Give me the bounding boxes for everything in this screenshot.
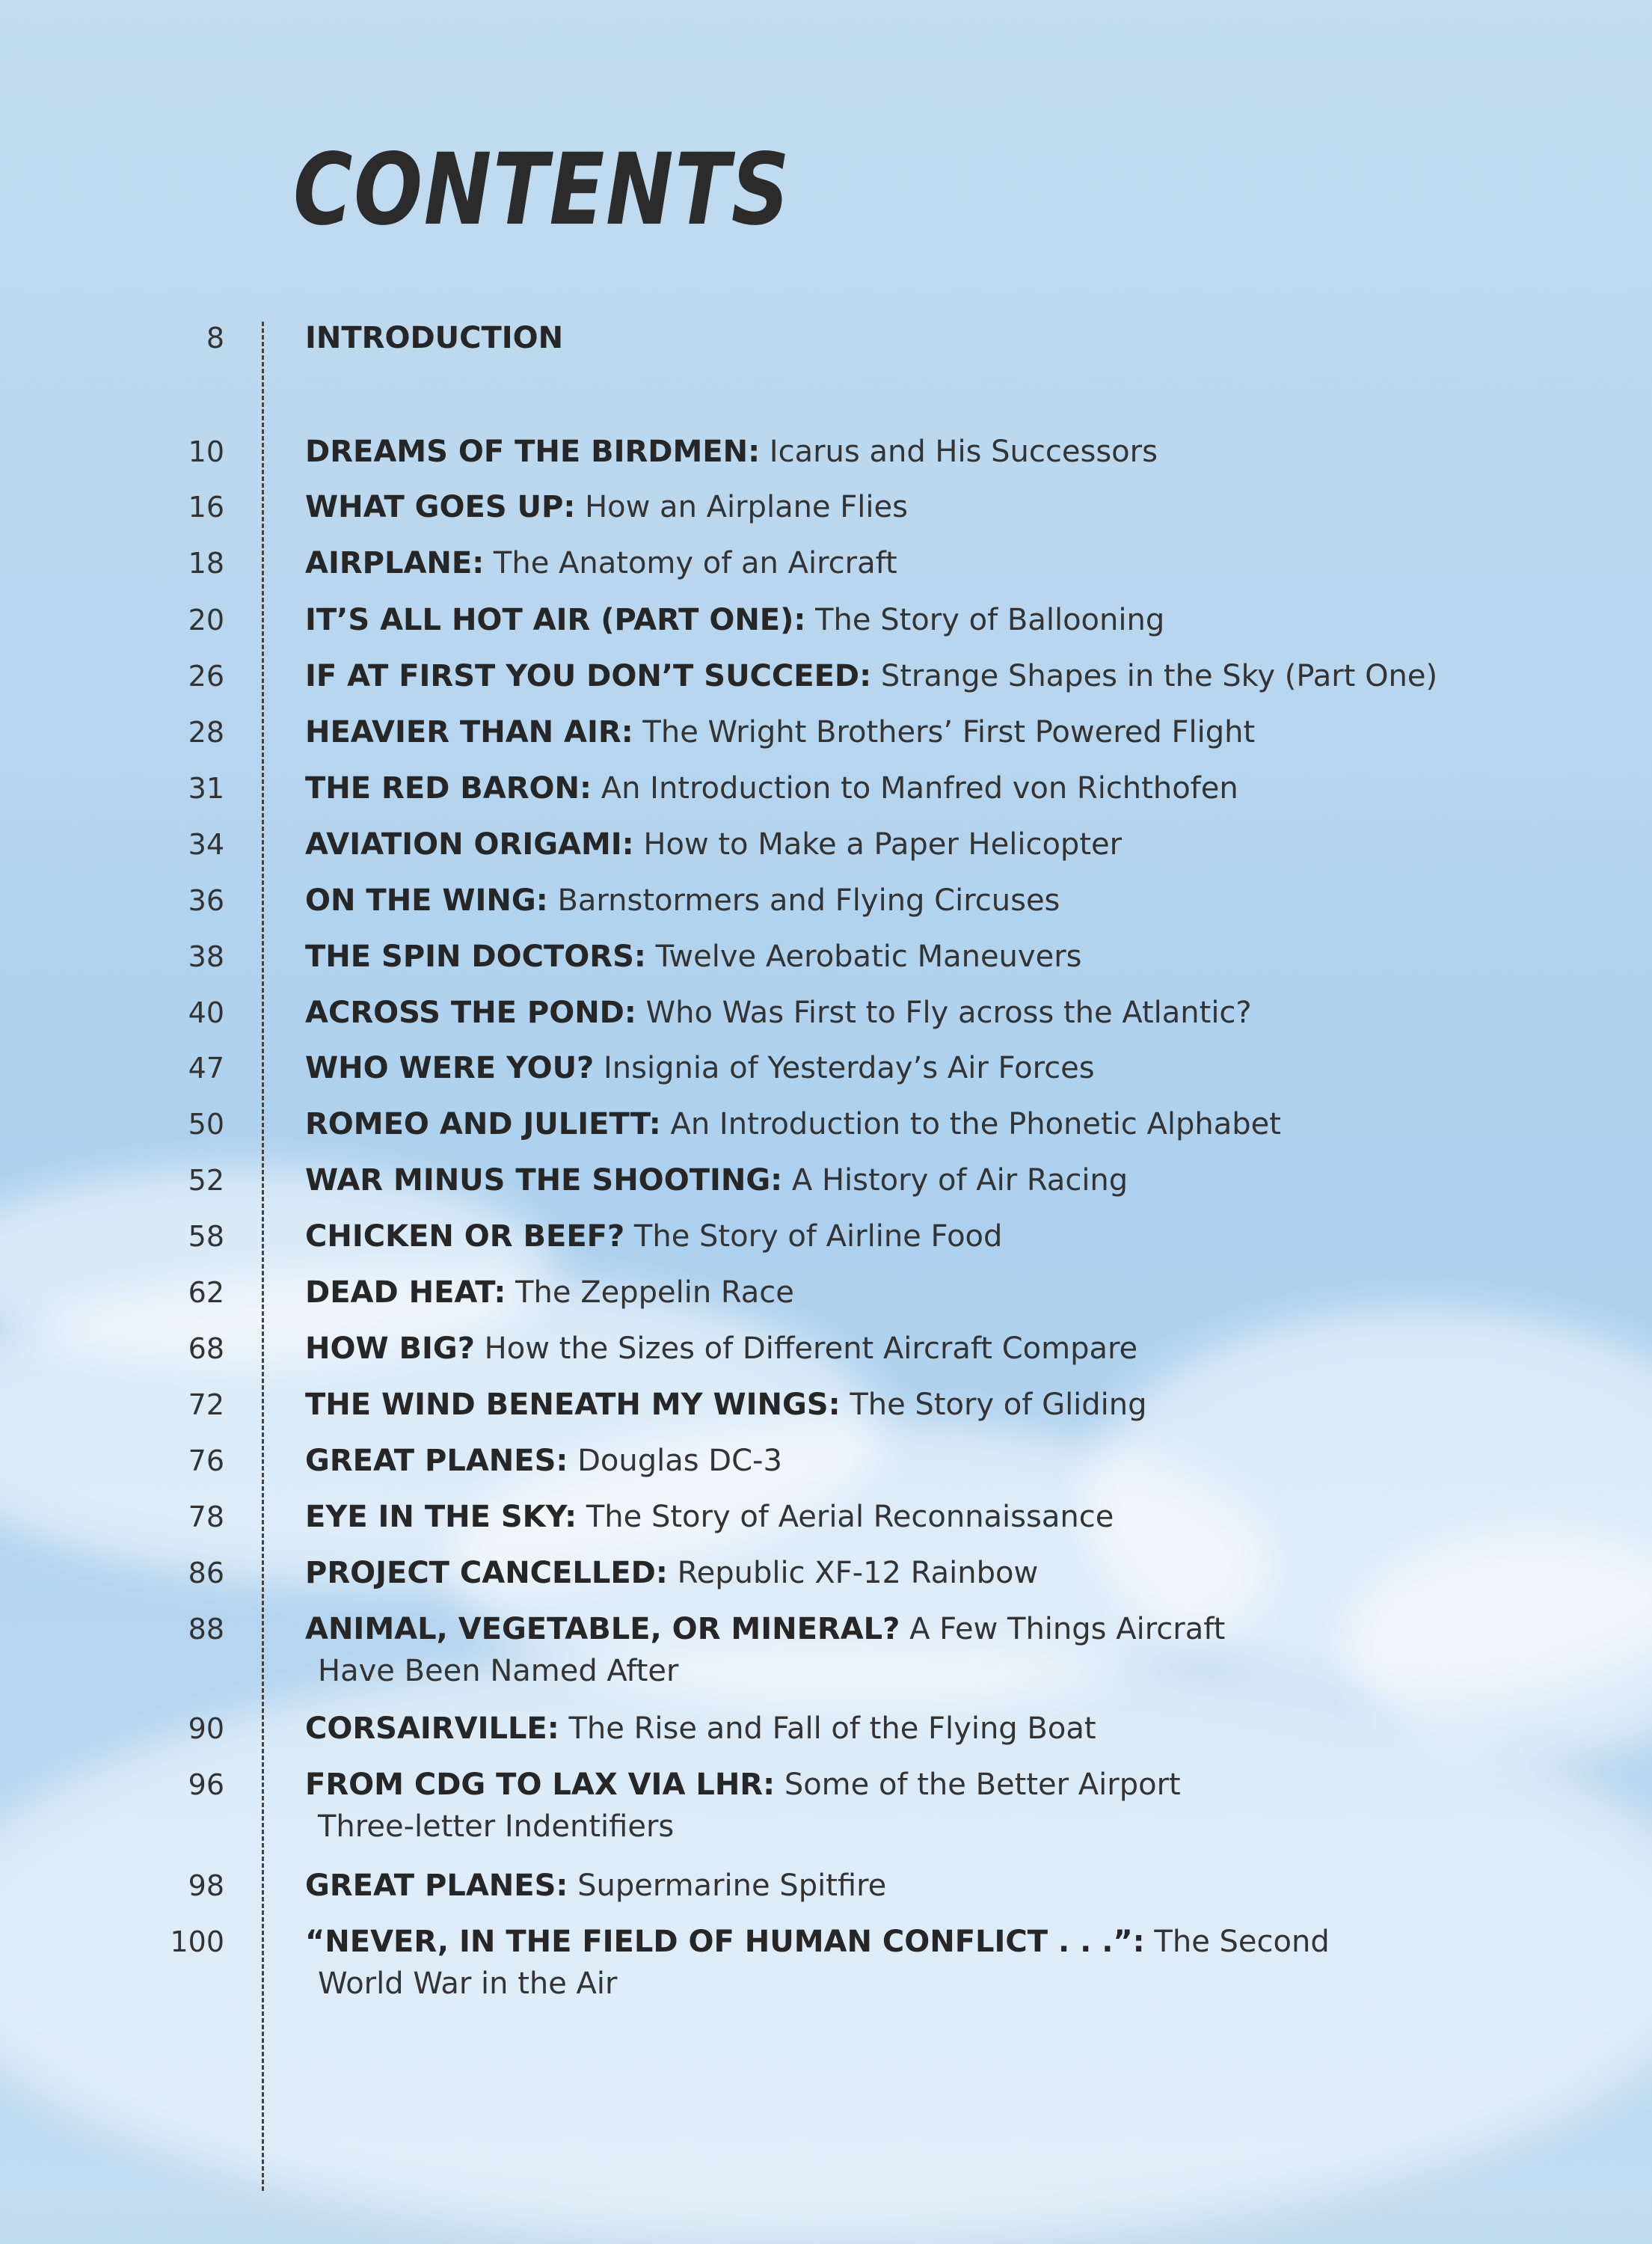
toc-page-number: 31 bbox=[188, 772, 224, 805]
toc-page-number: 98 bbox=[188, 1869, 224, 1902]
toc-entry-text bbox=[305, 1865, 1621, 1907]
toc-entry-title: GREAT PLANES: bbox=[305, 1869, 568, 1903]
toc-entry-text bbox=[305, 1103, 1621, 1145]
toc-entry-subtitle: How the Sizes of Different Aircraft Compare bbox=[484, 1331, 1138, 1366]
toc-entry-subtitle: Republic XF-12 Rainbow bbox=[677, 1556, 1039, 1590]
toc-page-number: 68 bbox=[188, 1332, 224, 1365]
toc-page-number: 8 bbox=[206, 322, 224, 355]
toc-entry-subtitle: An Introduction to Manfred von Richthofen bbox=[601, 771, 1238, 806]
toc-entry-text bbox=[305, 767, 1621, 809]
toc-entry-title: INTRODUCTION bbox=[305, 321, 564, 355]
toc-entry-text bbox=[305, 711, 1621, 753]
toc-entry-text bbox=[305, 880, 1621, 922]
toc-page-number: 96 bbox=[188, 1768, 224, 1801]
toc-entry-text bbox=[305, 431, 1621, 473]
toc-entry-text bbox=[305, 317, 1621, 359]
toc-entry-text bbox=[305, 1159, 1621, 1201]
toc-entry-subtitle: A History of Air Racing bbox=[791, 1163, 1129, 1198]
toc-entry-title: HOW BIG? bbox=[305, 1331, 475, 1366]
toc-page-number: 52 bbox=[188, 1164, 224, 1197]
toc-entry-title: THE SPIN DOCTORS: bbox=[305, 939, 646, 974]
toc-entry-text bbox=[305, 1764, 1621, 1806]
toc-entry-title: THE WIND BENEATH MY WINGS: bbox=[305, 1388, 841, 1422]
toc-entry-text bbox=[305, 1328, 1621, 1370]
toc-entry-subtitle: A Few Things Aircraft bbox=[909, 1612, 1226, 1646]
toc-entry-text bbox=[305, 824, 1621, 865]
toc-page-number: 20 bbox=[188, 604, 224, 637]
toc-divider bbox=[262, 322, 264, 2191]
toc-entry-title: HEAVIER THAN AIR: bbox=[305, 715, 633, 749]
toc-entry-text bbox=[305, 1047, 1621, 1089]
toc-entry-title: WAR MINUS THE SHOOTING: bbox=[305, 1163, 783, 1198]
toc-page-number: 18 bbox=[188, 547, 224, 580]
toc-entry-subtitle-continued: Three-letter Indentifiers bbox=[318, 1809, 675, 1844]
toc-entry-title: DREAMS OF THE BIRDMEN: bbox=[305, 435, 761, 469]
toc-entry-title: IF AT FIRST YOU DON’T SUCCEED: bbox=[305, 659, 872, 693]
toc-entry-text bbox=[305, 1552, 1621, 1594]
toc-entry-subtitle: Barnstormers and Flying Circuses bbox=[557, 883, 1060, 918]
toc-entry-title: CORSAIRVILLE: bbox=[305, 1711, 559, 1746]
toc-page-number: 38 bbox=[188, 940, 224, 973]
toc-page-number: 10 bbox=[188, 435, 224, 468]
toc-entry-subtitle: Twelve Aerobatic Maneuvers bbox=[655, 939, 1082, 974]
toc-entry-subtitle: Icarus and His Successors bbox=[769, 435, 1158, 469]
toc-page-number: 90 bbox=[188, 1712, 224, 1745]
toc-entry-title: AIRPLANE: bbox=[305, 546, 485, 580]
toc-page-number: 100 bbox=[170, 1925, 224, 1958]
toc-entry-subtitle: The Anatomy of an Aircraft bbox=[493, 546, 897, 580]
toc-page-number: 88 bbox=[188, 1613, 224, 1646]
toc-entry-subtitle-continued: Have Been Named After bbox=[318, 1654, 679, 1688]
toc-entry-title: DEAD HEAT: bbox=[305, 1275, 506, 1310]
toc-entry-title: AVIATION ORIGAMI: bbox=[305, 827, 634, 862]
toc-entry-subtitle: How an Airplane Flies bbox=[585, 490, 908, 524]
toc-entry-text bbox=[305, 655, 1621, 697]
toc-entry-subtitle: The Second bbox=[1154, 1925, 1330, 1959]
toc-entry-title: GREAT PLANES: bbox=[305, 1444, 568, 1478]
toc-entry-title: ACROSS THE POND: bbox=[305, 996, 636, 1030]
page-title: CONTENTS bbox=[293, 132, 791, 248]
toc-entry-subtitle: The Rise and Fall of the Flying Boat bbox=[568, 1711, 1096, 1746]
toc-entry-title: IT’S ALL HOT AIR (PART ONE): bbox=[305, 603, 806, 637]
toc-entry-title: WHO WERE YOU? bbox=[305, 1051, 595, 1085]
toc-page-number: 62 bbox=[188, 1276, 224, 1309]
toc-entry-subtitle: An Introduction to the Phonetic Alphabet bbox=[670, 1107, 1281, 1141]
toc-page-number: 47 bbox=[188, 1052, 224, 1085]
toc-entry-text bbox=[305, 542, 1621, 584]
toc-page-number: 78 bbox=[188, 1500, 224, 1533]
toc-entry-text bbox=[305, 1272, 1621, 1313]
toc-page-number: 86 bbox=[188, 1557, 224, 1590]
toc-entry-subtitle: Douglas DC-3 bbox=[577, 1444, 782, 1478]
toc-entry-subtitle: The Story of Ballooning bbox=[815, 603, 1165, 637]
toc-entry-text bbox=[305, 1440, 1621, 1482]
toc-entry-subtitle: Some of the Better Airport bbox=[784, 1768, 1181, 1802]
toc-entry-subtitle: Insignia of Yesterday’s Air Forces bbox=[603, 1051, 1095, 1085]
toc-entry-subtitle: The Story of Gliding bbox=[850, 1388, 1147, 1422]
toc-entry-text bbox=[305, 1708, 1621, 1750]
toc-page-number: 50 bbox=[188, 1108, 224, 1141]
toc-page-number: 16 bbox=[188, 491, 224, 524]
toc-entry-title: WHAT GOES UP: bbox=[305, 490, 576, 524]
toc-entry-text bbox=[305, 486, 1621, 528]
toc-page-number: 34 bbox=[188, 828, 224, 861]
toc-entry-subtitle: How to Make a Paper Helicopter bbox=[643, 827, 1123, 862]
toc-page-number: 26 bbox=[188, 660, 224, 693]
toc-entry-text bbox=[305, 599, 1621, 641]
toc-entry-title: ROMEO AND JULIETT: bbox=[305, 1107, 661, 1141]
toc-entry-subtitle: The Story of Aerial Reconnaissance bbox=[586, 1500, 1114, 1534]
toc-page-number: 76 bbox=[188, 1444, 224, 1477]
toc-entry-title: ON THE WING: bbox=[305, 883, 548, 918]
toc-page-number: 58 bbox=[188, 1220, 224, 1253]
toc-page-number: 36 bbox=[188, 884, 224, 917]
toc-entry-subtitle: Supermarine Spitfire bbox=[577, 1869, 887, 1903]
toc-entry-text bbox=[305, 1921, 1621, 1963]
toc-entry-title: THE RED BARON: bbox=[305, 771, 592, 806]
toc-entry-title: “NEVER, IN THE FIELD OF HUMAN CONFLICT . . .”: bbox=[305, 1925, 1145, 1959]
toc-page-number: 28 bbox=[188, 716, 224, 749]
toc-entry-subtitle: Strange Shapes in the Sky (Part One) bbox=[880, 659, 1438, 693]
toc-entry-subtitle: Who Was First to Fly across the Atlantic? bbox=[645, 996, 1252, 1030]
toc-entry-subtitle: The Story of Airline Food bbox=[633, 1219, 1003, 1254]
toc-entry-title: EYE IN THE SKY: bbox=[305, 1500, 577, 1534]
toc-entry-text bbox=[305, 1608, 1621, 1650]
toc-entry-subtitle: The Wright Brothers’ First Powered Flight bbox=[642, 715, 1256, 749]
toc-entry-text bbox=[305, 1384, 1621, 1426]
toc-page-number: 72 bbox=[188, 1388, 224, 1421]
toc-entry-title: FROM CDG TO LAX VIA LHR: bbox=[305, 1768, 776, 1802]
toc-entry-text bbox=[305, 936, 1621, 978]
toc-entry-subtitle: The Zeppelin Race bbox=[515, 1275, 794, 1310]
toc-entry-text bbox=[305, 992, 1621, 1034]
toc-entry-text bbox=[305, 1496, 1621, 1538]
toc-entry-title: CHICKEN OR BEEF? bbox=[305, 1219, 625, 1254]
toc-entry-subtitle-continued: World War in the Air bbox=[318, 1966, 618, 2001]
toc-entry-title: ANIMAL, VEGETABLE, OR MINERAL? bbox=[305, 1612, 900, 1646]
toc-page-number: 40 bbox=[188, 996, 224, 1029]
toc-entry-title: PROJECT CANCELLED: bbox=[305, 1556, 668, 1590]
toc-entry-text bbox=[305, 1216, 1621, 1257]
